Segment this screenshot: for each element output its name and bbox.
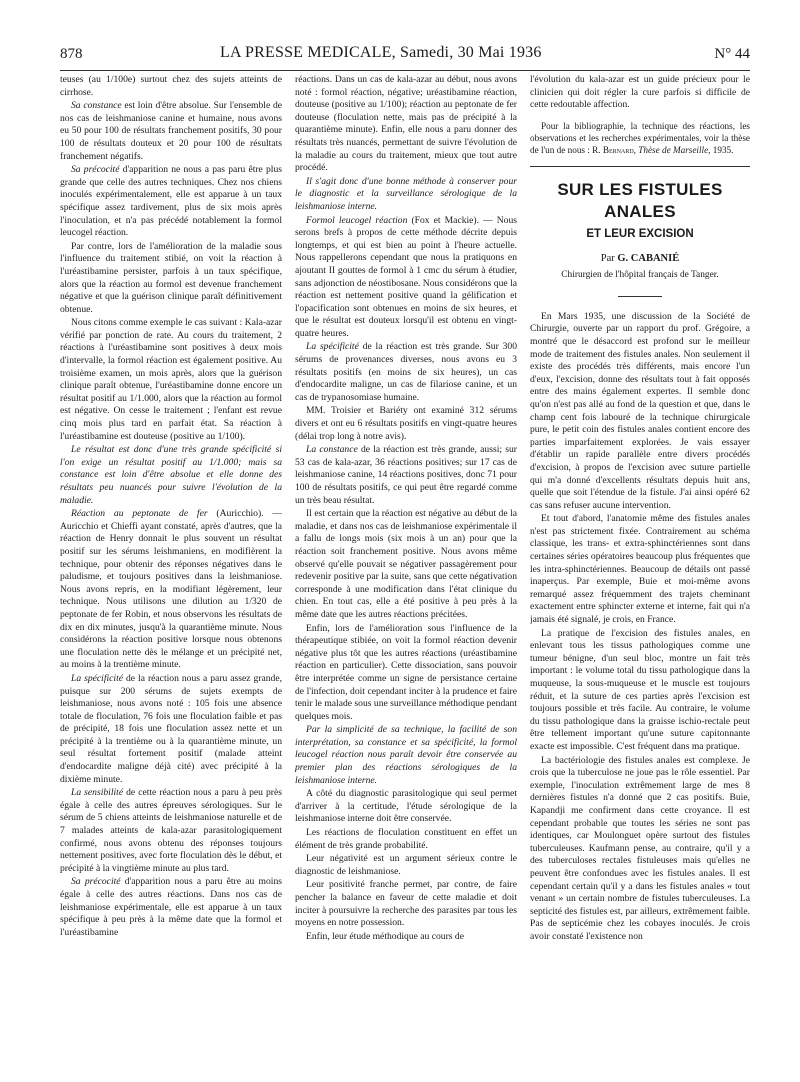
title-rule <box>618 296 662 297</box>
column-3 <box>530 74 750 1074</box>
paragraph: Enfin, leur étude méthodique au cours de <box>306 930 464 942</box>
article-separator <box>530 166 750 167</box>
paragraph: La spécificité de la réaction nous a paru assez grande, puisque sur 200 sérums de sujets exempts de leishmaniose, nous avons noté : 105 fois une absence totale de floculation, 76 fois une floculation faible et pas de précipité, 18 fois une floculation assez nette et un précipité à la trentième ou à la quarantième minute, un seul résultat fortement positif (malade atteint d'endocardite maligne déjà cité) avec précipité à la dixième minute. <box>60 672 282 785</box>
paragraph: Les réactions de floculation constituent en effet un élément de très grande probabilité. <box>295 827 517 851</box>
paragraph: La bactériologie des fistules anales est complexe. Je crois que la tuberculose ne joue pas le rôle essentiel. Par exemple, l'inoculation extrêmement large de mes 8 dernières fistules n'a donné que 2 cas positifs. Buie, Kapandji me confirment dans cette croyance. Il est cependant probable que toutes les séries ne sont pas identiques, car Moulonguet opère surtout des fistules tuberculeuses. Kaufmann pense, au contraire, qu'il y a des tuberculoses rectales fistuleuses mais qu'elles ne peuvent être confondues avec les fistules anales. Il est cependant certain qu'il y a dans les fistules anales « tout venant » un certain nombre de fistules tuberculeuses. La septicité des fistules est, par ailleurs, extrêmement faible. Pas de septicémie chez les cobayes inoculés. Je crois avoir constaté l'existence non <box>530 754 750 942</box>
paragraph: Sa précocité d'apparition nous a paru être au moins égale à celle des autres réactions. Dans nos cas de leishmaniose expérimentale, elle est apparue à un taux spécifique à peu près à la même date que la formol et l'uréastibamine <box>60 876 282 938</box>
paragraph: La constance de la réaction est très grande, aussi; sur 53 cas de kala-azar, 36 réactions positives; sur 17 cas de leishmaniose canine, 14 réactions positives, donc 71 pour 100 de résultats positifs, ce qui peut être regardé comme un très beau résultat. <box>295 444 517 506</box>
paragraph: Par contre, lors de l'amélioration de la maladie sous l'influence du traitement stibié, on voit la réaction à l'uréastibamine persister, parfois à un taux spécifique, alors que la réaction au formol est devenue franchement négative et que la guérison clinique paraît définitivement obtenue. <box>60 240 282 315</box>
paragraph: MM. Troisier et Bariéty ont examiné 312 sérums divers et ont eu 6 résultats positifs en vingt-quatre heures (délai trop long à notre avis). <box>295 405 517 442</box>
paragraph: Enfin, lors de l'amélioration sous l'influence de la thérapeutique stibiée, on voit la formol réaction devenir négative plus tôt que les autres réactions (uréastibamine réaction en particulier). Cette dissociation, sans pouvoir être interprétée comme un signe de persistance certaine de l'infection, doit cependant inciter à la prudence et faire tenir le malade sous une surveillance méthodique pendant quelques mois. <box>295 622 517 722</box>
header-rule <box>60 70 750 71</box>
paragraph: Et tout d'abord, l'anatomie même des fistules anales n'est pas strictement fixée. Contrairement au schéma classique, les trans- et extra-sphinctériennes sont dans certaines séries opératoires beaucoup plus fréquentes que les intra-sphinctériennes. Beaucoup de détails ont passé inaperçus. Par exemple, Buie et moi-même avons remarqué assez fréquemment des trajets cheminant exactement entre sphincter externe et interne, fait qui n'a jamais été signalé, je crois, en France. <box>530 513 750 626</box>
paragraph: Le résultat est donc d'une très grande spécificité si l'on exige un résultat positif au 1/1.000; mais sa constance est loin d'être absolue et elle donne des résultats peu nuancés pour suivre l'évolution de la maladie. <box>60 444 282 506</box>
column-1 <box>60 74 282 1074</box>
paragraph: teuses (au 1/100e) surtout chez des sujets atteints de cirrhose. <box>60 74 282 98</box>
paragraph: Il est certain que la réaction est négative au début de la maladie, et dans nos cas de leishmaniose expérimentale il a fallu de longs mois (six mois à un an) pour que la réaction soit franchement positive. Nous avons même observé qu'elle pouvait se négativer passagèrement pour redevenir positive par la suite, sans que cette négativation corresponde à une modification dans l'état clinique du chien. En tout cas, elle a été positive à peu près à la même date que les autres réactions précitées. <box>295 508 517 620</box>
paragraph: Il s'agit donc d'une bonne méthode à conserver pour le diagnostic et la surveillance sérologique de la leishmaniose interne. <box>295 175 517 212</box>
bibliography-note <box>530 120 750 156</box>
paragraph: La spécificité de la réaction est très grande. Sur 300 sérums de provenances diverses, nous avons eu 3 résultats positifs (en moins de six heures), un cas d'endocardite maligne, un cas de filariose canine, et un cas de trypanosomiase humaine. <box>295 341 517 403</box>
column-2 <box>295 74 517 1074</box>
paragraph: Réaction au peptonate de fer (Auricchio). — Auricchio et Chieffi ayant constaté, après d'autres, que la réaction de Henry donnait le plus souvent un résultat positif sur les sérums leishmaniens, en modifièrent la technique, pour obtenir des réponses négatives dans le paludisme, et toujours positives dans la leishmaniose. Nous avons repris, en la modifiant légèrement, leur technique. Nous utilisons une dilution au 1/320 de peptonate de fer Robin, et nous observons les résultats de dix en dix minutes, jusqu'à la quarantième minute. Nous considérons la réaction positive lorsque nous obtenons une floculation nette dès le mélange et un précipité net, au moins à la trentième minute. <box>60 508 282 671</box>
paragraph: Formol leucogel réaction (Fox et Mackie). — Nous serons brefs à propos de cette méthode décrite depuis longtemps, et qui est bien au point à l'heure actuelle. Nous rappellerons cependant que nous la pratiquons en ajoutant II gouttes de formol à 1 cmc du sérum à étudier, sans adjonction de néostibosane. Nous considérons que la réaction est nettement positive quand la gélification et l'opacification sont obtenues en moins de six heures, et que le résultat est douteux lorsqu'il est obtenu en vingt-quatre heures. <box>295 214 517 339</box>
paragraph: Leur négativité est un argument sérieux contre le diagnostic de leishmaniose. <box>295 853 517 877</box>
paragraph: La sensibilité de cette réaction nous a paru à peu près égale à celle des autres épreuves sérologiques. Sur le sérum de 5 chiens atteints de leishmaniose naturelle et de 7 malades atteints de kala-azar parasitologiquement confirmé, nous avons obtenu des réponses toujours nettement positives, avec forte floculation dès le début, et précipité à la vingtième minute au plus tard. <box>60 787 282 874</box>
paragraph: réactions. Dans un cas de kala-azar au début, nous avons noté : formol réaction, négative; uréastibamine réaction, douteuse (positive au 1/100); réaction au peptonate de fer douteuse (floculation nette, mais pas de précipité à la quarantième minute). Enfin, elle nous a paru donner des résultats très nuancés, permettant de suivre l'évolution de la maladie au cours du traitement, mieux que tout autre procédé. <box>295 74 517 174</box>
article-title: SUR LES FISTULES ANALES <box>557 179 723 221</box>
author-affiliation: Chirurgien de l'hôpital français de Tanger. <box>561 269 719 280</box>
paragraph: Sa précocité d'apparition ne nous a pas paru être plus grande que celle des autres techniques. Chez nos chiens inoculés expérimentalement, elle est apparue à un taux spécifique assez tardivement, plus de six mois après l'inoculation, et n'a pas précédé notablement la formol leucogel réaction. <box>60 164 282 239</box>
paragraph: La pratique de l'excision des fistules anales, en enlevant tous les tissus pathologiques comme une tumeur bénigne, d'un seul bloc, montre un fait très important : le volume total du tissu pathologique dans la muqueuse, la sous-muqueuse et le muscle est toujours réduit, et la suture de ces parties après l'excision est toujours possible et très facile. Au contraire, le volume du tissu pathologique dans la graisse ischio-rectale peut être tellement important qu'une suture capitonnante exacte est impossible. C'est fréquent dans ma pratique. <box>530 627 750 752</box>
page-number: 878 <box>60 46 83 62</box>
issue-number: N° 44 <box>714 46 750 62</box>
paragraph: Nous citons comme exemple le cas suivant : Kala-azar vérifié par ponction de rate. Au cours du traitement, 2 réactions à l'uréastibamine sont positives à deux mois d'intervalle, la formol réaction est également positive. Au troisième examen, un mois après, alors que la guérison clinique paraît obtenue, l'uréastibamine donne encore un résultat positif au 1/1.000, alors que la réaction au formol est négative. On cesse le traitement ; l'enfant est revue cinq mois plus tard en parfait état. Sa réaction à l'uréastibamine est douteuse (positive au 1/100). <box>60 317 282 442</box>
paragraph: Sa constance est loin d'être absolue. Sur l'ensemble de nos cas de leishmaniose canine et humaine, nous avons eu 50 pour 100 de résultats franchement positifs, 30 pour 100 de résultats douteux et 20 pour 100 de résultats franchement négatifs. <box>60 100 282 162</box>
article-subtitle: ET LEUR EXCISION <box>586 227 694 240</box>
article-author: Par G. CABANIÉ <box>600 252 680 264</box>
paragraph: Par la simplicité de sa technique, la facilité de son interprétation, sa constance et sa spécificité, la formol leucogel réaction nous paraît devoir être conservée au premier plan des réactions sérologiques de la leishmaniose interne. <box>295 724 517 786</box>
paragraph: En Mars 1935, une discussion de la Société de Chirurgie, ouverte par un rapport du prof. Grégoire, a montré que le désaccord est profond sur le meilleur mode de traitement des fistules anales. Non seulement il existe des procédés très différents, mais encore l'un d'eux, l'excision, donne des résultats tout à fait opposés entre des mains également expertes. Il semble donc qu'on n'est pas allé au fond de la question et que, dans le champ cent fois labouré de la technique chirurgicale pure, le petit coin des fistules anales contient encore des parties imparfaitement explorées. Je vais essayer d'établir un rapide parallèle entre divers procédés d'excision, à propos de l'excision avec suture partielle qui m'a donné d'excellents résultats depuis huit ans, quelle que soit l'étendue de la fistule. J'ai ainsi opéré 62 cas sans refuser aucune intervention. <box>530 310 750 511</box>
running-title: LA PRESSE MEDICALE, Samedi, 30 Mai 1936 <box>220 44 542 61</box>
paragraph: l'évolution du kala-azar est un guide précieux pour le clinicien qui doit régler la cure parfois si difficile de cette redoutable affection. <box>530 74 750 111</box>
paragraph: A côté du diagnostic parasitologique qui seul permet d'arriver à la certitude, l'étude sérologique de la leishmaniose interne doit être conservée. <box>295 788 517 825</box>
paragraph: Leur positivité franche permet, par contre, de faire pencher la balance en faveur de cette maladie et doit inciter à poursuivre la recherche des parasites par tous les moyens en notre possession. <box>295 879 517 929</box>
paragraph: Pour la bibliographie, la technique des réactions, les observations et les recherches expérimentales, voir la thèse de l'un de nous : R. Bernard, Thèse de Marseille, 1935. <box>530 120 750 155</box>
page-header <box>60 44 750 66</box>
